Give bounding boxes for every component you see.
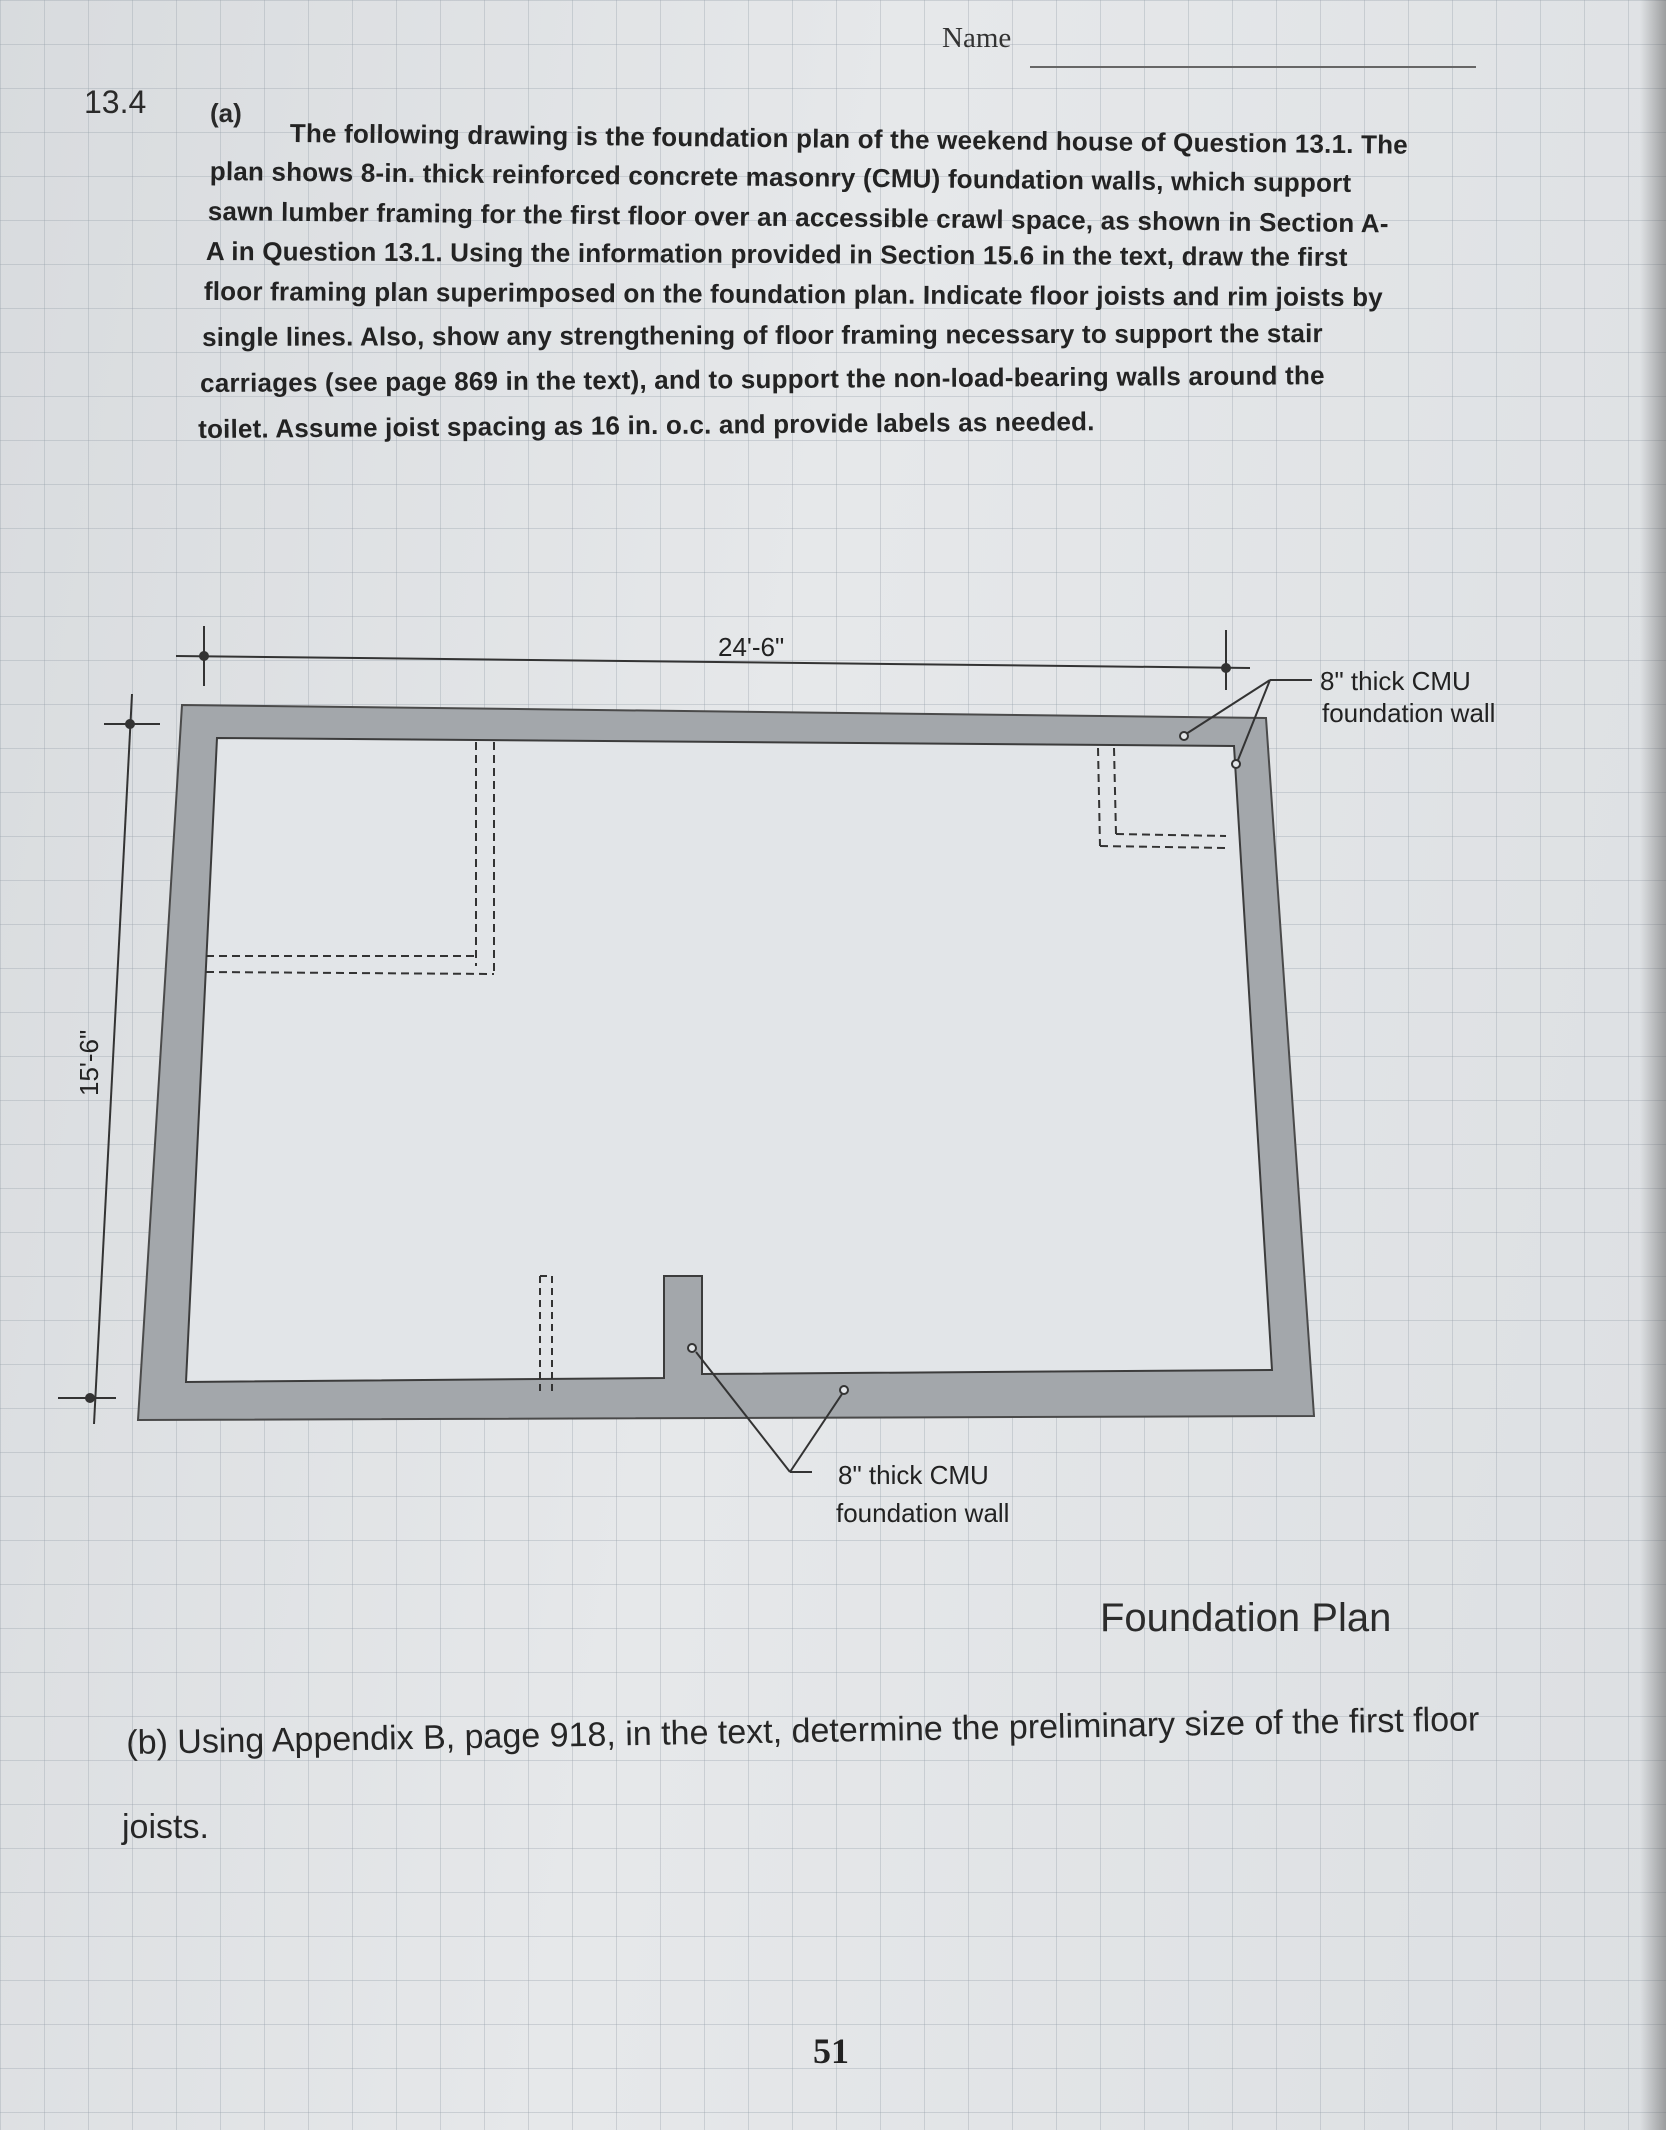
plan-title: Foundation Plan: [1100, 1596, 1392, 1640]
question-text-line-6: single lines. Also, show any strengthening of floor framing necessary to support the stair: [202, 318, 1323, 352]
part-b-text-line-1: (b) Using Appendix B, page 918, in the text, determine the preliminary size of the first floor: [126, 1700, 1480, 1762]
width-dimension-line: [176, 626, 1250, 690]
question-number: 13.4: [84, 84, 147, 120]
part-a-label: (a): [210, 98, 242, 128]
name-underline: [1030, 66, 1476, 68]
crawl-space-interior: [186, 738, 1272, 1382]
question-text-line-4: A in Question 13.1. Using the information provided in Section 15.6 in the text, draw the first: [205, 236, 1348, 272]
wall-note-top-line-1: 8" thick CMU: [1320, 666, 1471, 696]
question-text-line-7: carriages (see page 869 in the text), and to support the non-load-bearing walls around the: [200, 360, 1325, 398]
part-b-text-line-2: joists.: [122, 1808, 209, 1846]
name-label: Name: [942, 22, 1012, 54]
question-text-line-2: plan shows 8-in. thick reinforced concrete masonry (CMU) foundation walls, which support: [209, 156, 1352, 198]
width-dimension-label: 24'-6": [718, 632, 785, 662]
wall-note-bottom-line-2: foundation wall: [836, 1498, 1010, 1528]
question-text-line-8: toilet. Assume joist spacing as 16 in. o.c. and provide labels as needed.: [198, 406, 1095, 444]
question-text-line-5: floor framing plan superimposed on the foundation plan. Indicate floor joists and rim joists by: [203, 276, 1383, 313]
foundation-plan-drawing: [0, 600, 1666, 1560]
wall-note-top-line-2: foundation wall: [1322, 698, 1496, 728]
height-dimension-label: 15'-6": [74, 1029, 104, 1096]
question-text-line-1: The following drawing is the foundation plan of the weekend house of Question 13.1. The: [289, 118, 1409, 160]
page-edge-shadow: [1640, 0, 1666, 2130]
wall-note-bottom-line-1: 8" thick CMU: [838, 1460, 989, 1490]
question-text-line-3: sawn lumber framing for the first floor over an accessible crawl space, as shown in Section A-: [207, 196, 1389, 239]
page-number: 51: [813, 2031, 849, 2071]
